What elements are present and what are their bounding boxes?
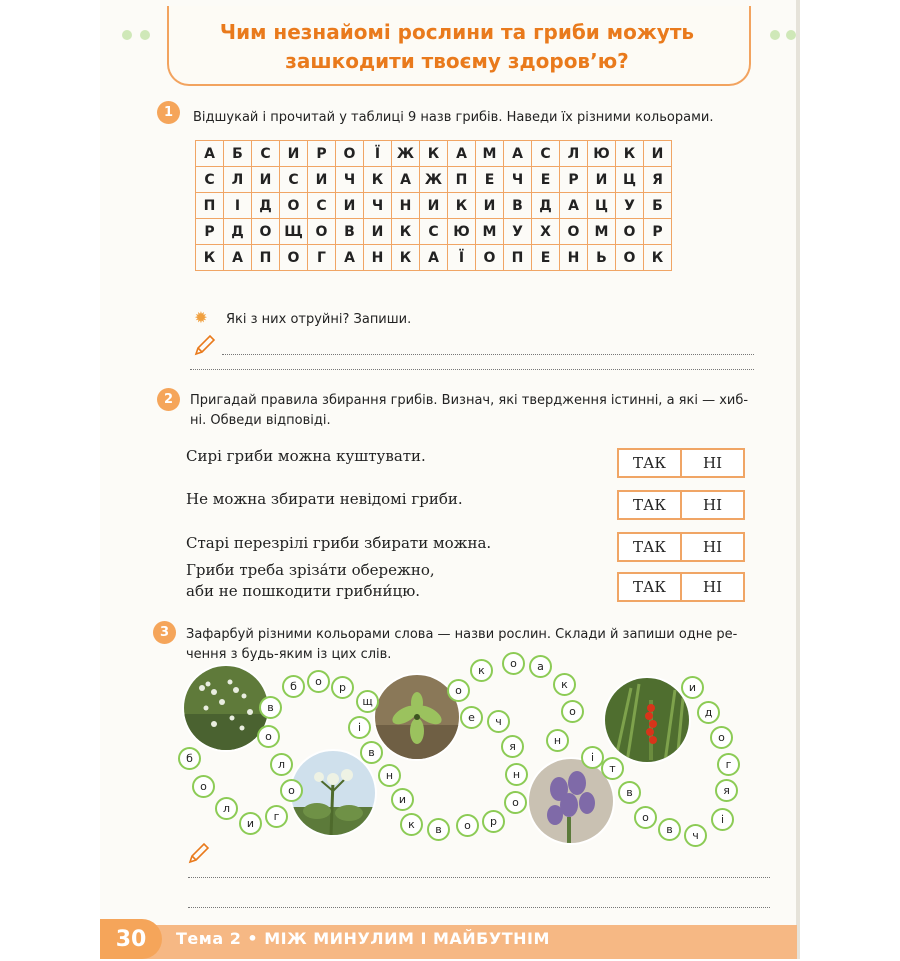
- grid-cell[interactable]: И: [252, 167, 280, 193]
- grid-cell[interactable]: О: [308, 219, 336, 245]
- grid-row: [196, 219, 672, 245]
- grid-cell[interactable]: О: [616, 219, 644, 245]
- grid-cell[interactable]: Ч: [364, 193, 392, 219]
- letter-circle[interactable]: о: [257, 725, 280, 748]
- statement-4-line-2: аби не пошкодити грибни́цю.: [186, 582, 421, 600]
- grid-cell[interactable]: О: [560, 219, 588, 245]
- task3-instruction-line-1: Зафарбуй різними кольорами слова — назви рослин. Склади й запиши одне ре-: [186, 627, 738, 642]
- letter-circle[interactable]: д: [697, 701, 720, 724]
- true-option[interactable]: ТАК: [619, 534, 682, 560]
- grid-cell[interactable]: К: [364, 167, 392, 193]
- footer-topic: Тема 2 • МІЖ МИНУЛИМ І МАЙБУТНІМ: [176, 929, 550, 948]
- grid-cell[interactable]: Ь: [588, 245, 616, 271]
- decorative-dot: [140, 30, 150, 40]
- grid-cell[interactable]: Ю: [588, 141, 616, 167]
- grid-cell[interactable]: Б: [644, 193, 672, 219]
- grid-cell[interactable]: А: [196, 141, 224, 167]
- letter-circle[interactable]: л: [270, 753, 293, 776]
- letter-circle[interactable]: и: [239, 812, 262, 835]
- letter-circle[interactable]: в: [360, 741, 383, 764]
- letter-circle[interactable]: о: [710, 726, 733, 749]
- grid-cell[interactable]: К: [392, 219, 420, 245]
- sun-icon: ✹: [194, 308, 208, 327]
- pencil-icon: [193, 333, 217, 357]
- word-search-grid: [195, 140, 672, 271]
- answer-line[interactable]: [188, 877, 770, 878]
- statement-2: Не можна збирати невідомі гриби.: [186, 490, 463, 508]
- grid-cell[interactable]: С: [252, 141, 280, 167]
- title-line-2: зашкодити твоєму здоров’ю?: [285, 49, 629, 73]
- grid-cell[interactable]: Щ: [280, 219, 308, 245]
- false-option[interactable]: НІ: [702, 496, 722, 514]
- grid-cell[interactable]: Ї: [364, 141, 392, 167]
- page-edge: [796, 0, 800, 959]
- grid-cell[interactable]: П: [448, 167, 476, 193]
- letter-circle[interactable]: в: [658, 818, 681, 841]
- grid-cell[interactable]: А: [504, 141, 532, 167]
- true-option[interactable]: ТАК: [619, 450, 682, 476]
- grid-row: [196, 167, 672, 193]
- task1-subquestion: Які з них отруйні? Запиши.: [226, 312, 412, 327]
- letter-circle[interactable]: щ: [356, 690, 379, 713]
- grid-cell[interactable]: С: [532, 141, 560, 167]
- letter-circle[interactable]: а: [529, 655, 552, 678]
- letter-circle[interactable]: р: [482, 810, 505, 833]
- task2-instruction-line-2: ні. Обведи відповіді.: [190, 413, 331, 428]
- grid-cell[interactable]: А: [448, 141, 476, 167]
- grid-cell[interactable]: І: [224, 193, 252, 219]
- answer-line[interactable]: [188, 907, 770, 908]
- grid-cell[interactable]: О: [476, 245, 504, 271]
- letter-circle[interactable]: и: [681, 676, 704, 699]
- answer-line[interactable]: [222, 354, 754, 355]
- page-title: [167, 18, 747, 76]
- letter-circle[interactable]: н: [505, 763, 528, 786]
- grid-cell[interactable]: Ч: [504, 167, 532, 193]
- letter-circle[interactable]: в: [259, 696, 282, 719]
- grid-cell[interactable]: Р: [644, 219, 672, 245]
- grid-cell[interactable]: О: [336, 141, 364, 167]
- grid-cell[interactable]: Ж: [420, 167, 448, 193]
- grid-cell[interactable]: Я: [644, 167, 672, 193]
- grid-cell[interactable]: Н: [560, 245, 588, 271]
- grid-cell[interactable]: Д: [532, 193, 560, 219]
- letter-circle[interactable]: ч: [487, 710, 510, 733]
- true-false-box-4: [617, 572, 745, 602]
- grid-cell[interactable]: Ж: [392, 141, 420, 167]
- grid-cell[interactable]: К: [616, 141, 644, 167]
- letter-circle[interactable]: б: [282, 675, 305, 698]
- letter-circle[interactable]: і: [711, 808, 734, 831]
- grid-cell[interactable]: М: [476, 219, 504, 245]
- page-number: 30: [100, 919, 162, 959]
- letter-circle[interactable]: о: [634, 806, 657, 829]
- grid-cell[interactable]: А: [336, 245, 364, 271]
- grid-cell[interactable]: В: [504, 193, 532, 219]
- grid-cell[interactable]: И: [280, 141, 308, 167]
- grid-cell[interactable]: О: [616, 245, 644, 271]
- grid-cell[interactable]: О: [280, 245, 308, 271]
- decorative-dot: [786, 30, 796, 40]
- grid-row: [196, 141, 672, 167]
- letter-circle[interactable]: о: [192, 775, 215, 798]
- letter-circle[interactable]: к: [553, 673, 576, 696]
- grid-cell[interactable]: Н: [392, 193, 420, 219]
- grid-cell[interactable]: Р: [560, 167, 588, 193]
- letter-circle[interactable]: о: [456, 814, 479, 837]
- grid-cell[interactable]: У: [616, 193, 644, 219]
- task3-instruction-line-2: чення з будь-яким із цих слів.: [186, 647, 392, 662]
- grid-cell[interactable]: Ч: [336, 167, 364, 193]
- false-option[interactable]: НІ: [702, 578, 722, 596]
- grid-cell[interactable]: И: [588, 167, 616, 193]
- grid-cell[interactable]: Ї: [448, 245, 476, 271]
- task-number-2: 2: [157, 388, 180, 411]
- grid-cell[interactable]: Е: [476, 167, 504, 193]
- letter-circle[interactable]: н: [378, 764, 401, 787]
- letter-circle[interactable]: л: [215, 797, 238, 820]
- task-number-1: 1: [157, 101, 180, 124]
- grid-cell[interactable]: П: [504, 245, 532, 271]
- grid-row: [196, 245, 672, 271]
- grid-cell[interactable]: Л: [224, 167, 252, 193]
- grid-cell[interactable]: М: [476, 141, 504, 167]
- grid-cell[interactable]: А: [224, 245, 252, 271]
- grid-cell[interactable]: Д: [252, 193, 280, 219]
- grid-cell[interactable]: Х: [532, 219, 560, 245]
- statement-4-line-1: Гриби треба зріза́ти обережно,: [186, 561, 435, 579]
- letter-circle[interactable]: о: [561, 700, 584, 723]
- grid-cell[interactable]: К: [420, 141, 448, 167]
- grid-cell[interactable]: А: [420, 245, 448, 271]
- true-option[interactable]: ТАК: [619, 492, 682, 518]
- letter-circle[interactable]: я: [501, 735, 524, 758]
- grid-cell[interactable]: К: [448, 193, 476, 219]
- task1-instruction: Відшукай і прочитай у таблиці 9 назв грибів. Наведи їх різними кольорами.: [193, 110, 714, 125]
- grid-cell[interactable]: Г: [308, 245, 336, 271]
- grid-cell[interactable]: А: [392, 167, 420, 193]
- grid-cell[interactable]: К: [196, 245, 224, 271]
- letter-circle[interactable]: г: [265, 805, 288, 828]
- grid-cell[interactable]: В: [336, 219, 364, 245]
- letter-circle[interactable]: я: [715, 779, 738, 802]
- grid-cell[interactable]: К: [392, 245, 420, 271]
- pencil-icon: [187, 841, 211, 865]
- grid-cell[interactable]: С: [420, 219, 448, 245]
- grid-cell[interactable]: С: [308, 193, 336, 219]
- grid-cell[interactable]: И: [420, 193, 448, 219]
- grid-cell[interactable]: И: [644, 141, 672, 167]
- grid-cell[interactable]: Ц: [588, 193, 616, 219]
- title-line-1: Чим незнайомі рослини та гриби можуть: [219, 20, 695, 44]
- grid-cell[interactable]: О: [252, 219, 280, 245]
- task-number-3: 3: [153, 621, 176, 644]
- statement-3: Старі перезрілі гриби збирати можна.: [186, 534, 492, 552]
- decorative-dot: [122, 30, 132, 40]
- grid-cell[interactable]: Р: [308, 141, 336, 167]
- letter-circle[interactable]: к: [470, 659, 493, 682]
- grid-cell[interactable]: Б: [224, 141, 252, 167]
- grid-cell[interactable]: Е: [532, 167, 560, 193]
- true-false-box-3: [617, 532, 745, 562]
- false-option[interactable]: НІ: [702, 538, 722, 556]
- task2-instruction-line-1: Пригадай правила збирання грибів. Визнач, які твердження істинні, а які — хиб-: [190, 393, 749, 408]
- grid-cell[interactable]: Д: [224, 219, 252, 245]
- letter-circle[interactable]: г: [717, 753, 740, 776]
- letter-circle[interactable]: н: [546, 729, 569, 752]
- letter-circle[interactable]: і: [348, 716, 371, 739]
- grid-cell[interactable]: Л: [560, 141, 588, 167]
- grid-cell[interactable]: С: [280, 167, 308, 193]
- true-false-box-2: [617, 490, 745, 520]
- grid-cell[interactable]: И: [308, 167, 336, 193]
- grid-cell[interactable]: У: [504, 219, 532, 245]
- false-option[interactable]: НІ: [702, 454, 722, 472]
- grid-cell[interactable]: С: [196, 167, 224, 193]
- letter-circle[interactable]: е: [460, 706, 483, 729]
- grid-cell[interactable]: И: [364, 219, 392, 245]
- letter-circle[interactable]: б: [178, 747, 201, 770]
- grid-cell[interactable]: М: [588, 219, 616, 245]
- letter-circle[interactable]: т: [601, 757, 624, 780]
- grid-cell[interactable]: П: [252, 245, 280, 271]
- letter-circle[interactable]: і: [581, 746, 604, 769]
- grid-row: [196, 193, 672, 219]
- letter-circle[interactable]: р: [331, 676, 354, 699]
- decorative-dot: [770, 30, 780, 40]
- letter-circle[interactable]: о: [280, 779, 303, 802]
- grid-cell[interactable]: А: [560, 193, 588, 219]
- grid-cell[interactable]: Е: [532, 245, 560, 271]
- grid-cell[interactable]: Ю: [448, 219, 476, 245]
- grid-cell[interactable]: П: [196, 193, 224, 219]
- letter-circle[interactable]: к: [400, 813, 423, 836]
- grid-cell[interactable]: Н: [364, 245, 392, 271]
- letter-circle[interactable]: о: [502, 652, 525, 675]
- letter-circle[interactable]: в: [618, 781, 641, 804]
- letter-circle[interactable]: в: [427, 818, 450, 841]
- grid-cell[interactable]: К: [644, 245, 672, 271]
- photo-lily-of-the-valley: [603, 676, 691, 764]
- letter-circle[interactable]: о: [447, 679, 470, 702]
- grid-cell[interactable]: О: [280, 193, 308, 219]
- statement-1: Сирі гриби можна куштувати.: [186, 447, 426, 465]
- true-false-box-1: [617, 448, 745, 478]
- answer-line[interactable]: [190, 369, 754, 370]
- letter-circle[interactable]: о: [504, 791, 527, 814]
- letter-circle[interactable]: ч: [684, 824, 707, 847]
- grid-cell[interactable]: Р: [196, 219, 224, 245]
- letter-circle[interactable]: о: [307, 670, 330, 693]
- grid-cell[interactable]: И: [476, 193, 504, 219]
- grid-cell[interactable]: Ц: [616, 167, 644, 193]
- letter-circle[interactable]: и: [391, 788, 414, 811]
- true-option[interactable]: ТАК: [619, 574, 682, 600]
- grid-cell[interactable]: И: [336, 193, 364, 219]
